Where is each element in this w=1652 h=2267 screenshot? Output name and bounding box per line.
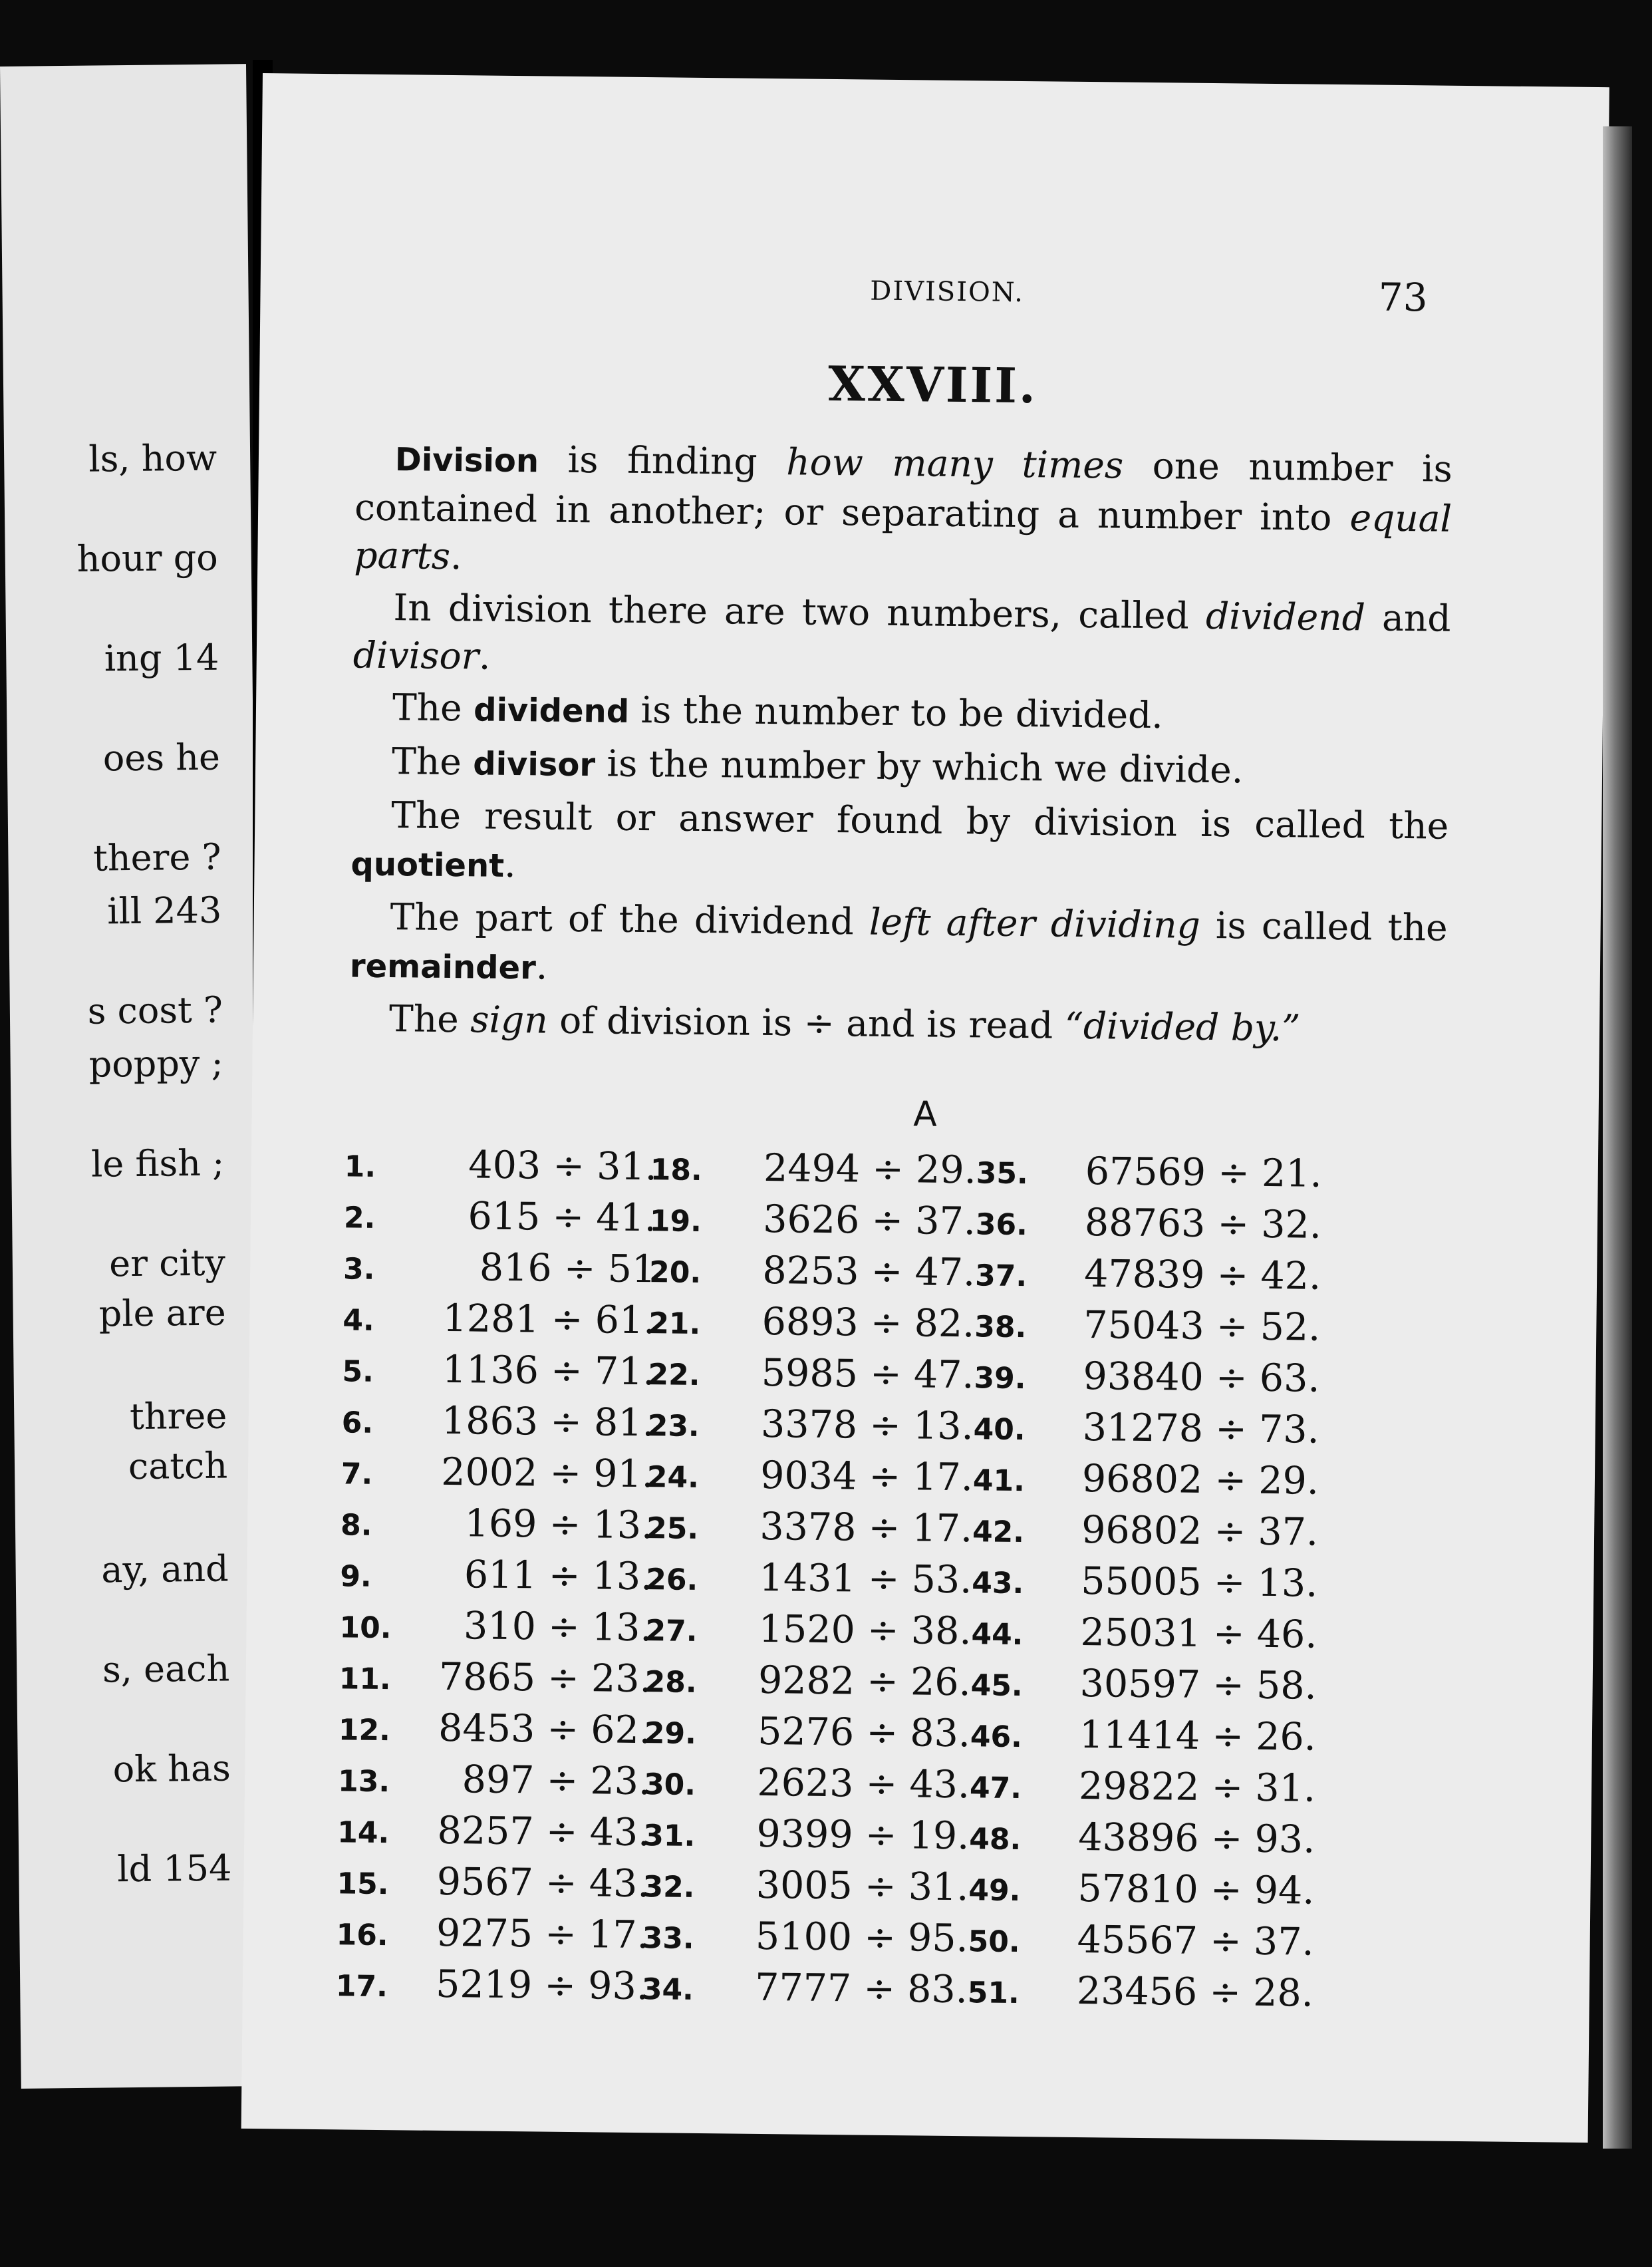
exercise-expression: 5276 ÷ 83. (757, 1709, 971, 1756)
exercise-item (337, 1859, 650, 1913)
exercise-expression: 2002 ÷ 91. (440, 1449, 654, 1497)
exercise-item (974, 1353, 1320, 1408)
exercise-expression: 11414 ÷ 26. (1079, 1712, 1317, 1759)
exercise-item (645, 1606, 972, 1660)
exercise-expression: 3005 ÷ 31. (756, 1863, 969, 1910)
exercise-number: 46. (970, 1720, 1023, 1755)
emphasis: sign (470, 998, 549, 1042)
text-run: The result or answer found by division is called the (390, 794, 1449, 847)
exercise-expression: 615 ÷ 41. (468, 1194, 657, 1241)
exercise-number: 36. (975, 1207, 1028, 1243)
exercise-expression: 8257 ÷ 43. (437, 1808, 650, 1855)
exercise-expression: 9399 ÷ 19. (756, 1811, 970, 1859)
body-text (349, 433, 1453, 1057)
emphasis: equal parts (354, 496, 1452, 577)
exercise-item (649, 1247, 976, 1302)
exercise-item (342, 1346, 655, 1401)
exercise-expression: 9567 ÷ 43. (436, 1859, 650, 1906)
exercise-item (344, 1141, 657, 1196)
exercise-item (344, 1193, 657, 1247)
exercise-expression: 1863 ÷ 81. (441, 1398, 655, 1445)
emphasis: how many times (785, 440, 1124, 487)
exercise-item (970, 1660, 1317, 1715)
exercise-item (642, 1913, 968, 1968)
section-title: XXVIII. (827, 355, 1038, 414)
exercise-number: 48. (968, 1822, 1022, 1857)
exercise-number: 18. (650, 1153, 702, 1188)
left-page-text-fragment: hour go (76, 536, 219, 580)
exercise-expression: 8453 ÷ 62. (438, 1706, 652, 1753)
exercise-item (648, 1350, 974, 1404)
exercise-number: 7. (341, 1457, 373, 1491)
exercise-item (650, 1145, 976, 1199)
exercise-item (341, 1500, 654, 1555)
exercise-item (642, 1862, 969, 1916)
emphasis: dividend (1205, 594, 1366, 639)
exercise-item (336, 1910, 649, 1964)
left-page-text-fragment: there ? (92, 835, 221, 879)
exercise-expression: 30597 ÷ 58. (1079, 1662, 1317, 1708)
left-page-text-fragment: oes he (102, 736, 221, 780)
left-page-text-fragment: catch (128, 1444, 228, 1488)
exercise-number: 14. (337, 1815, 390, 1851)
left-page-text-fragment: er city (108, 1241, 226, 1285)
page-number: 73 (1378, 274, 1428, 321)
exercise-expression: 96802 ÷ 29. (1081, 1457, 1319, 1503)
text-run: is the number by which we divide. (595, 742, 1244, 792)
exercise-item (338, 1756, 651, 1811)
definition-remainder (350, 892, 1448, 1001)
text-run: . (450, 534, 462, 578)
exercise-number: 51. (967, 1976, 1020, 2011)
exercise-number: 38. (974, 1310, 1027, 1345)
text-run: The part of the dividend (390, 895, 870, 943)
text-run: one number is contained in another; or separating a number into (354, 444, 1453, 539)
exercise-expression: 3378 ÷ 13. (760, 1402, 974, 1449)
exercise-item (339, 1654, 652, 1708)
exercise-item (967, 1968, 1313, 2022)
division-sign-note (349, 994, 1447, 1053)
exercise-expression: 29822 ÷ 31. (1078, 1763, 1316, 1811)
exercise-number: 4. (343, 1303, 374, 1338)
exercise-number: 9. (340, 1559, 372, 1594)
definition-dividend (352, 682, 1450, 744)
exercise-item (968, 1865, 1315, 1920)
exercise-expression: 6893 ÷ 82. (761, 1299, 975, 1346)
exercise-number: 29. (644, 1716, 697, 1751)
exercise-expression: 3378 ÷ 17. (759, 1504, 973, 1551)
left-page-text-fragment: three (129, 1394, 227, 1438)
term-division: Division (394, 441, 539, 480)
exercise-number: 1. (344, 1149, 376, 1184)
left-page-text-fragment: ple are (98, 1291, 226, 1335)
exercise-expression: 23456 ÷ 28. (1076, 1968, 1314, 2016)
exercise-item (343, 1244, 656, 1298)
exercise-expression: 57810 ÷ 94. (1077, 1866, 1315, 1913)
exercise-number: 20. (648, 1255, 702, 1290)
exercise-number: 42. (972, 1515, 1025, 1550)
exercise-number: 31. (643, 1819, 696, 1853)
definition-quotient (350, 790, 1448, 899)
text-run: is finding (538, 438, 787, 484)
exercise-item (648, 1298, 975, 1353)
exercise-expression: 5985 ÷ 47. (761, 1350, 974, 1398)
exercise-number: 16. (336, 1918, 388, 1953)
exercise-expression: 1281 ÷ 61. (442, 1296, 656, 1343)
exercise-item (641, 1964, 968, 2019)
text-run: and (1365, 596, 1451, 640)
exercise-number: 23. (647, 1409, 700, 1443)
exercise-item (340, 1551, 653, 1606)
exercise-item (974, 1302, 1321, 1356)
exercise-number: 40. (973, 1412, 1026, 1447)
exercise-expression: 67569 ÷ 21. (1085, 1149, 1323, 1196)
text-run: is the number to be divided. (628, 688, 1164, 737)
exercise-expression: 816 ÷ 51 (479, 1245, 656, 1292)
running-head: DIVISION. (870, 275, 1025, 309)
exercise-number: 49. (968, 1873, 1021, 1908)
exercise-number: 11. (339, 1662, 391, 1697)
emphasis: “divided by.” (1064, 1004, 1301, 1050)
exercise-number: 10. (339, 1610, 392, 1646)
exercise-expression: 1431 ÷ 53. (759, 1555, 972, 1602)
exercise-item (647, 1452, 974, 1507)
left-page-text-fragment: poppy ; (88, 1042, 224, 1086)
exercise-item (644, 1657, 971, 1712)
right-page (241, 73, 1609, 2143)
exercise-expression: 96802 ÷ 37. (1081, 1508, 1319, 1555)
exercise-expression: 897 ÷ 23. (462, 1757, 651, 1804)
text-run: The (388, 997, 471, 1041)
exercise-expression: 1520 ÷ 38. (758, 1606, 972, 1654)
left-page-text-fragment: ld 154 (116, 1847, 232, 1890)
exercise-column-2 (641, 1145, 976, 2019)
exercise-expression: 88763 ÷ 32. (1084, 1201, 1322, 1247)
exercise-number: 30. (643, 1767, 696, 1802)
exercise-item (646, 1503, 973, 1558)
text-run: The (391, 740, 474, 784)
exercise-item (650, 1196, 976, 1251)
exercise-expression: 7777 ÷ 83. (754, 1965, 968, 2012)
exercise-expression: 7865 ÷ 23. (438, 1654, 652, 1702)
exercise-expression: 1136 ÷ 71. (442, 1347, 655, 1394)
exercise-expression: 9282 ÷ 26. (757, 1658, 972, 1705)
left-page-text-fragment: s cost ? (87, 988, 223, 1032)
left-page (0, 64, 267, 2089)
exercise-expression: 5100 ÷ 95. (755, 1914, 969, 1961)
exercise-number: 12. (338, 1713, 391, 1748)
exercise-expression: 5219 ÷ 93. (435, 1962, 649, 2009)
left-page-text-fragment: le fish ; (90, 1141, 225, 1185)
exercise-item (970, 1712, 1316, 1766)
term-dividend: dividend (473, 691, 630, 730)
exercise-expression: 8253 ÷ 47. (762, 1248, 976, 1295)
left-page-text-fragment: ill 243 (106, 889, 222, 933)
exercise-item (335, 1961, 648, 2016)
page-edge (1603, 126, 1632, 2149)
exercise-item (343, 1295, 656, 1350)
exercise-item (972, 1455, 1319, 1510)
exercise-expression: 31278 ÷ 73. (1082, 1406, 1320, 1452)
exercise-number: 43. (972, 1566, 1024, 1601)
exercise-item (969, 1814, 1315, 1869)
exercise-item (339, 1705, 652, 1759)
exercise-number: 2. (343, 1201, 376, 1235)
exercise-item (973, 1404, 1319, 1459)
left-page-text-fragment: ing 14 (104, 636, 219, 680)
exercise-item (972, 1507, 1319, 1561)
exercise-item (976, 1148, 1322, 1203)
exercise-item (976, 1199, 1322, 1254)
exercise-expression: 169 ÷ 13. (464, 1501, 654, 1548)
term-quotient: quotient (350, 845, 505, 885)
exercise-number: 25. (646, 1511, 699, 1546)
exercise-item (971, 1609, 1317, 1664)
exercise-expression: 9275 ÷ 17. (436, 1910, 650, 1958)
exercise-item (970, 1763, 1316, 1817)
exercise-expression: 47839 ÷ 42. (1083, 1252, 1321, 1298)
exercise-number: 26. (646, 1563, 698, 1597)
left-page-text-fragment: ls, how (88, 436, 217, 480)
exercise-number: 24. (646, 1460, 700, 1495)
exercise-number: 37. (974, 1259, 1028, 1294)
left-page-text-fragment: ok has (112, 1747, 231, 1791)
exercise-number: 21. (648, 1306, 701, 1341)
exercise-item (341, 1398, 654, 1452)
exercise-expression: 25031 ÷ 46. (1080, 1610, 1317, 1657)
exercise-item (644, 1708, 970, 1763)
exercise-number: 8. (340, 1508, 372, 1543)
exercise-number: 19. (649, 1204, 702, 1239)
exercise-expression: 2494 ÷ 29. (763, 1145, 977, 1193)
definition-divisor (352, 736, 1450, 798)
exercise-expression: 93840 ÷ 63. (1083, 1354, 1320, 1401)
term-remainder: remainder (349, 947, 537, 987)
exercise-number: 41. (972, 1463, 1026, 1499)
exercise-number: 32. (642, 1870, 695, 1904)
text-run: . (478, 635, 491, 678)
exercise-number: 47. (969, 1771, 1022, 1806)
text-run: The (392, 686, 474, 730)
exercise-number: 33. (642, 1921, 694, 1956)
text-run: . (535, 945, 548, 988)
exercise-number: 13. (337, 1764, 390, 1799)
term-divisor: divisor (472, 745, 596, 784)
exercise-item (972, 1558, 1318, 1612)
exercise-number: 27. (645, 1614, 698, 1648)
exercise-item (646, 1555, 972, 1609)
exercise-item (647, 1401, 974, 1455)
exercise-item (643, 1811, 970, 1865)
paragraph-two-numbers (352, 583, 1450, 690)
text-run: of division is ÷ and is read (547, 998, 1065, 1047)
exercise-number: 28. (644, 1665, 697, 1700)
exercise-expression: 310 ÷ 13. (463, 1604, 652, 1650)
exercise-column-3 (967, 1148, 1322, 2022)
exercise-item (644, 1759, 970, 1814)
text-run: is called the (1200, 903, 1448, 949)
exercise-expression: 611 ÷ 13. (464, 1553, 653, 1599)
exercise-expression: 403 ÷ 31. (468, 1143, 658, 1189)
emphasis: left after dividing (869, 900, 1201, 947)
exercise-number: 6. (341, 1406, 374, 1440)
exercise-number: 44. (971, 1617, 1024, 1652)
exercise-number: 39. (974, 1361, 1026, 1396)
exercise-expression: 2623 ÷ 43. (757, 1760, 970, 1807)
exercise-expression: 43896 ÷ 93. (1077, 1815, 1315, 1862)
exercise-number: 45. (970, 1668, 1023, 1704)
exercise-column-1 (335, 1141, 657, 2016)
emphasis: divisor (352, 633, 480, 678)
exercise-number: 35. (976, 1156, 1028, 1191)
exercise-expression: 9034 ÷ 17. (759, 1453, 974, 1500)
exercise-number: 34. (641, 1972, 694, 2007)
left-page-text-fragment: s, each (102, 1647, 230, 1691)
exercise-number: 50. (968, 1924, 1020, 1960)
exercise-expression: 55005 ÷ 13. (1080, 1559, 1318, 1606)
text-run: In division there are two numbers, called (393, 586, 1206, 637)
exercise-number: 5. (342, 1354, 374, 1389)
exercise-item (975, 1251, 1321, 1305)
exercise-number: 17. (335, 1969, 388, 2004)
exercise-item (337, 1807, 650, 1862)
definition-division (354, 433, 1452, 590)
exercise-expression: 3626 ÷ 37. (762, 1197, 976, 1244)
exercise-set-label: A (913, 1094, 938, 1135)
exercise-item (339, 1602, 652, 1657)
exercise-expression: 75043 ÷ 52. (1083, 1303, 1321, 1350)
exercise-number: 15. (337, 1867, 389, 1902)
exercise-number: 22. (648, 1358, 700, 1392)
exercise-item (341, 1449, 654, 1503)
exercise-number: 3. (343, 1252, 375, 1286)
left-page-text-fragment: ay, and (100, 1547, 229, 1591)
exercise-expression: 45567 ÷ 37. (1077, 1917, 1315, 1964)
exercise-item (968, 1916, 1314, 1971)
text-run: . (503, 842, 516, 886)
